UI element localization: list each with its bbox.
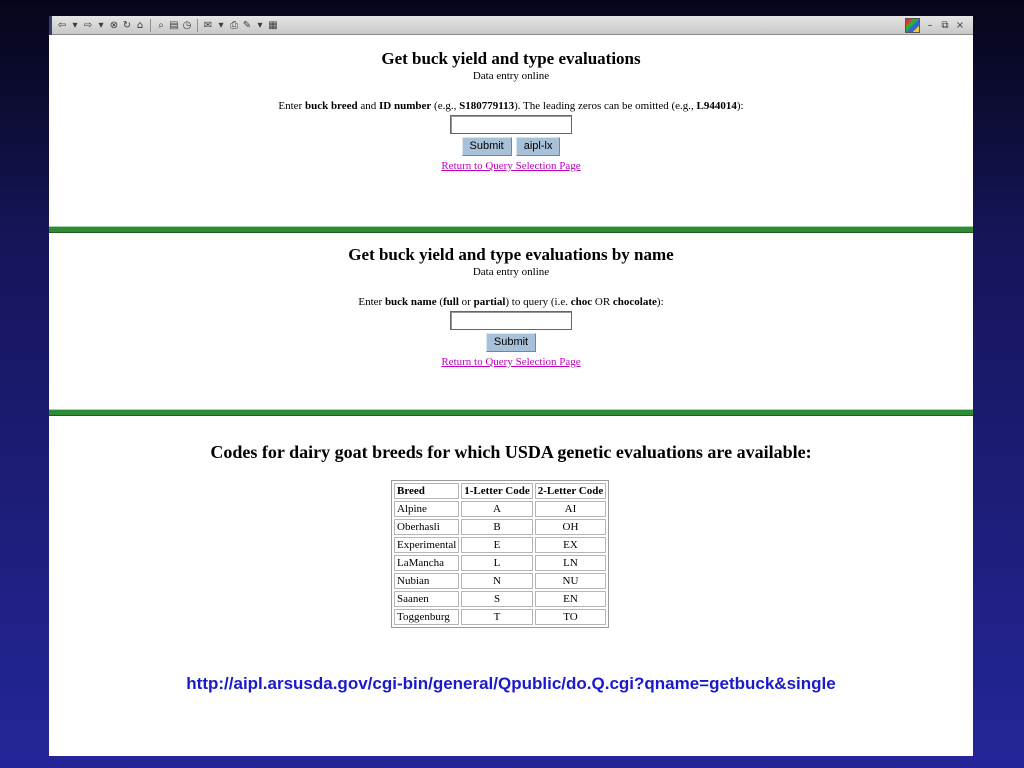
one-letter-code-cell: T — [461, 609, 532, 625]
two-letter-code-cell: EN — [535, 591, 606, 607]
breed-cell: Alpine — [394, 501, 459, 517]
one-letter-code-cell: N — [461, 573, 532, 589]
stop-icon[interactable]: ⊗ — [109, 19, 119, 31]
entry-prompt — [49, 100, 973, 113]
breed-cell: Experimental — [394, 537, 459, 553]
prompt-bold: S180779113 — [459, 100, 515, 112]
table-row — [394, 519, 606, 535]
breed-cell: Oberhasli — [394, 519, 459, 535]
minimize-icon[interactable]: – — [927, 19, 933, 31]
table-row — [394, 609, 606, 625]
table-row — [394, 501, 606, 517]
toolbar-edge — [49, 16, 52, 35]
table-row — [394, 537, 606, 553]
two-letter-code-cell: EX — [535, 537, 606, 553]
breed-cell: Nubian — [394, 573, 459, 589]
search-icon[interactable]: ⌕ — [158, 19, 164, 31]
breed-cell: Toggenburg — [394, 609, 459, 625]
one-letter-code-cell: S — [461, 591, 532, 607]
one-letter-code-cell: L — [461, 555, 532, 571]
prompt-text: and — [357, 100, 380, 112]
toolbar-separator — [197, 19, 198, 32]
prompt-bold: full — [443, 296, 459, 308]
breed-codes-title: Codes for dairy goat breeds for which USDA genetic evaluations are available: — [210, 442, 812, 462]
prompt-text: ( — [436, 296, 444, 308]
section-subtitle: Data entry online — [472, 266, 550, 278]
column-header: Breed — [394, 483, 459, 499]
aipl-lx-button[interactable]: aipl-lx — [516, 137, 561, 156]
refresh-icon[interactable]: ↻ — [122, 19, 132, 31]
edit-dropdown-icon[interactable]: ▾ — [257, 19, 263, 31]
entry-prompt — [49, 296, 973, 309]
two-letter-code-cell: NU — [535, 573, 606, 589]
close-icon[interactable]: × — [955, 19, 965, 31]
submit-button[interactable]: Submit — [462, 137, 512, 156]
two-letter-code-cell: OH — [535, 519, 606, 535]
buck-name-query-section — [49, 244, 973, 370]
section-divider — [49, 226, 973, 233]
page-url: http://aipl.arsusda.gov/cgi-bin/general/Qpublic/do.Q.cgi?qname=getbuck&single — [186, 674, 836, 693]
browser-window — [49, 16, 973, 756]
table-row — [394, 555, 606, 571]
section-title: Get buck yield and type evaluations — [381, 49, 641, 68]
buck-id-input[interactable] — [450, 115, 572, 134]
prompt-text: or — [458, 296, 474, 308]
forward-dropdown-icon[interactable]: ▾ — [98, 19, 104, 31]
table-row — [394, 591, 606, 607]
back-icon[interactable]: ⇦ — [57, 19, 67, 31]
browser-toolbar — [49, 16, 973, 35]
back-dropdown-icon[interactable]: ▾ — [72, 19, 78, 31]
prompt-text: ): — [656, 296, 664, 308]
buck-id-query-section — [49, 48, 973, 174]
column-header: 1-Letter Code — [461, 483, 532, 499]
prompt-text: OR — [592, 296, 613, 308]
prompt-bold: buck name — [384, 296, 437, 308]
mail-dropdown-icon[interactable]: ▾ — [218, 19, 224, 31]
two-letter-code-cell: AI — [535, 501, 606, 517]
section-subtitle: Data entry online — [472, 70, 550, 82]
windows-logo-icon — [905, 18, 920, 33]
breed-cell: LaMancha — [394, 555, 459, 571]
table-row — [394, 573, 606, 589]
prompt-bold: ID number — [379, 100, 432, 112]
discuss-icon[interactable]: ▦ — [268, 19, 278, 31]
prompt-bold: choc — [570, 296, 593, 308]
prompt-text: ): — [736, 100, 744, 112]
favorites-icon[interactable]: ▤ — [169, 19, 179, 31]
prompt-text: ) to query (i.e. — [505, 296, 571, 308]
prompt-text: Enter — [358, 296, 385, 308]
submit-button[interactable]: Submit — [486, 333, 536, 352]
mail-icon[interactable]: ✉ — [203, 19, 213, 31]
toolbar-separator — [150, 19, 151, 32]
table-header-row — [394, 483, 606, 499]
two-letter-code-cell: LN — [535, 555, 606, 571]
one-letter-code-cell: B — [461, 519, 532, 535]
edit-icon[interactable]: ✎ — [242, 19, 252, 31]
button-row — [49, 333, 973, 352]
one-letter-code-cell: E — [461, 537, 532, 553]
restore-icon[interactable]: ⧉ — [941, 19, 949, 31]
section-title: Get buck yield and type evaluations by name — [348, 245, 674, 264]
print-icon[interactable]: ⎙ — [230, 19, 238, 31]
prompt-bold: buck breed — [304, 100, 358, 112]
home-icon[interactable]: ⌂ — [136, 19, 144, 31]
forward-icon[interactable]: ⇨ — [83, 19, 93, 31]
breed-cell: Saanen — [394, 591, 459, 607]
button-row — [49, 137, 973, 156]
return-to-query-link[interactable]: Return to Query Selection Page — [441, 160, 581, 172]
two-letter-code-cell: TO — [535, 609, 606, 625]
prompt-bold: chocolate — [612, 296, 657, 308]
return-to-query-link[interactable]: Return to Query Selection Page — [441, 356, 581, 368]
prompt-bold: partial — [473, 296, 506, 308]
history-icon[interactable]: ◷ — [182, 19, 192, 31]
prompt-bold: L944014 — [696, 100, 737, 112]
prompt-text: (e.g., — [431, 100, 460, 112]
prompt-text: Enter — [278, 100, 305, 112]
prompt-text: ). The leading zeros can be omitted (e.g., — [514, 100, 697, 112]
breed-codes-table — [391, 480, 609, 628]
one-letter-code-cell: A — [461, 501, 532, 517]
column-header: 2-Letter Code — [535, 483, 606, 499]
buck-name-input[interactable] — [450, 311, 572, 330]
section-divider — [49, 409, 973, 416]
